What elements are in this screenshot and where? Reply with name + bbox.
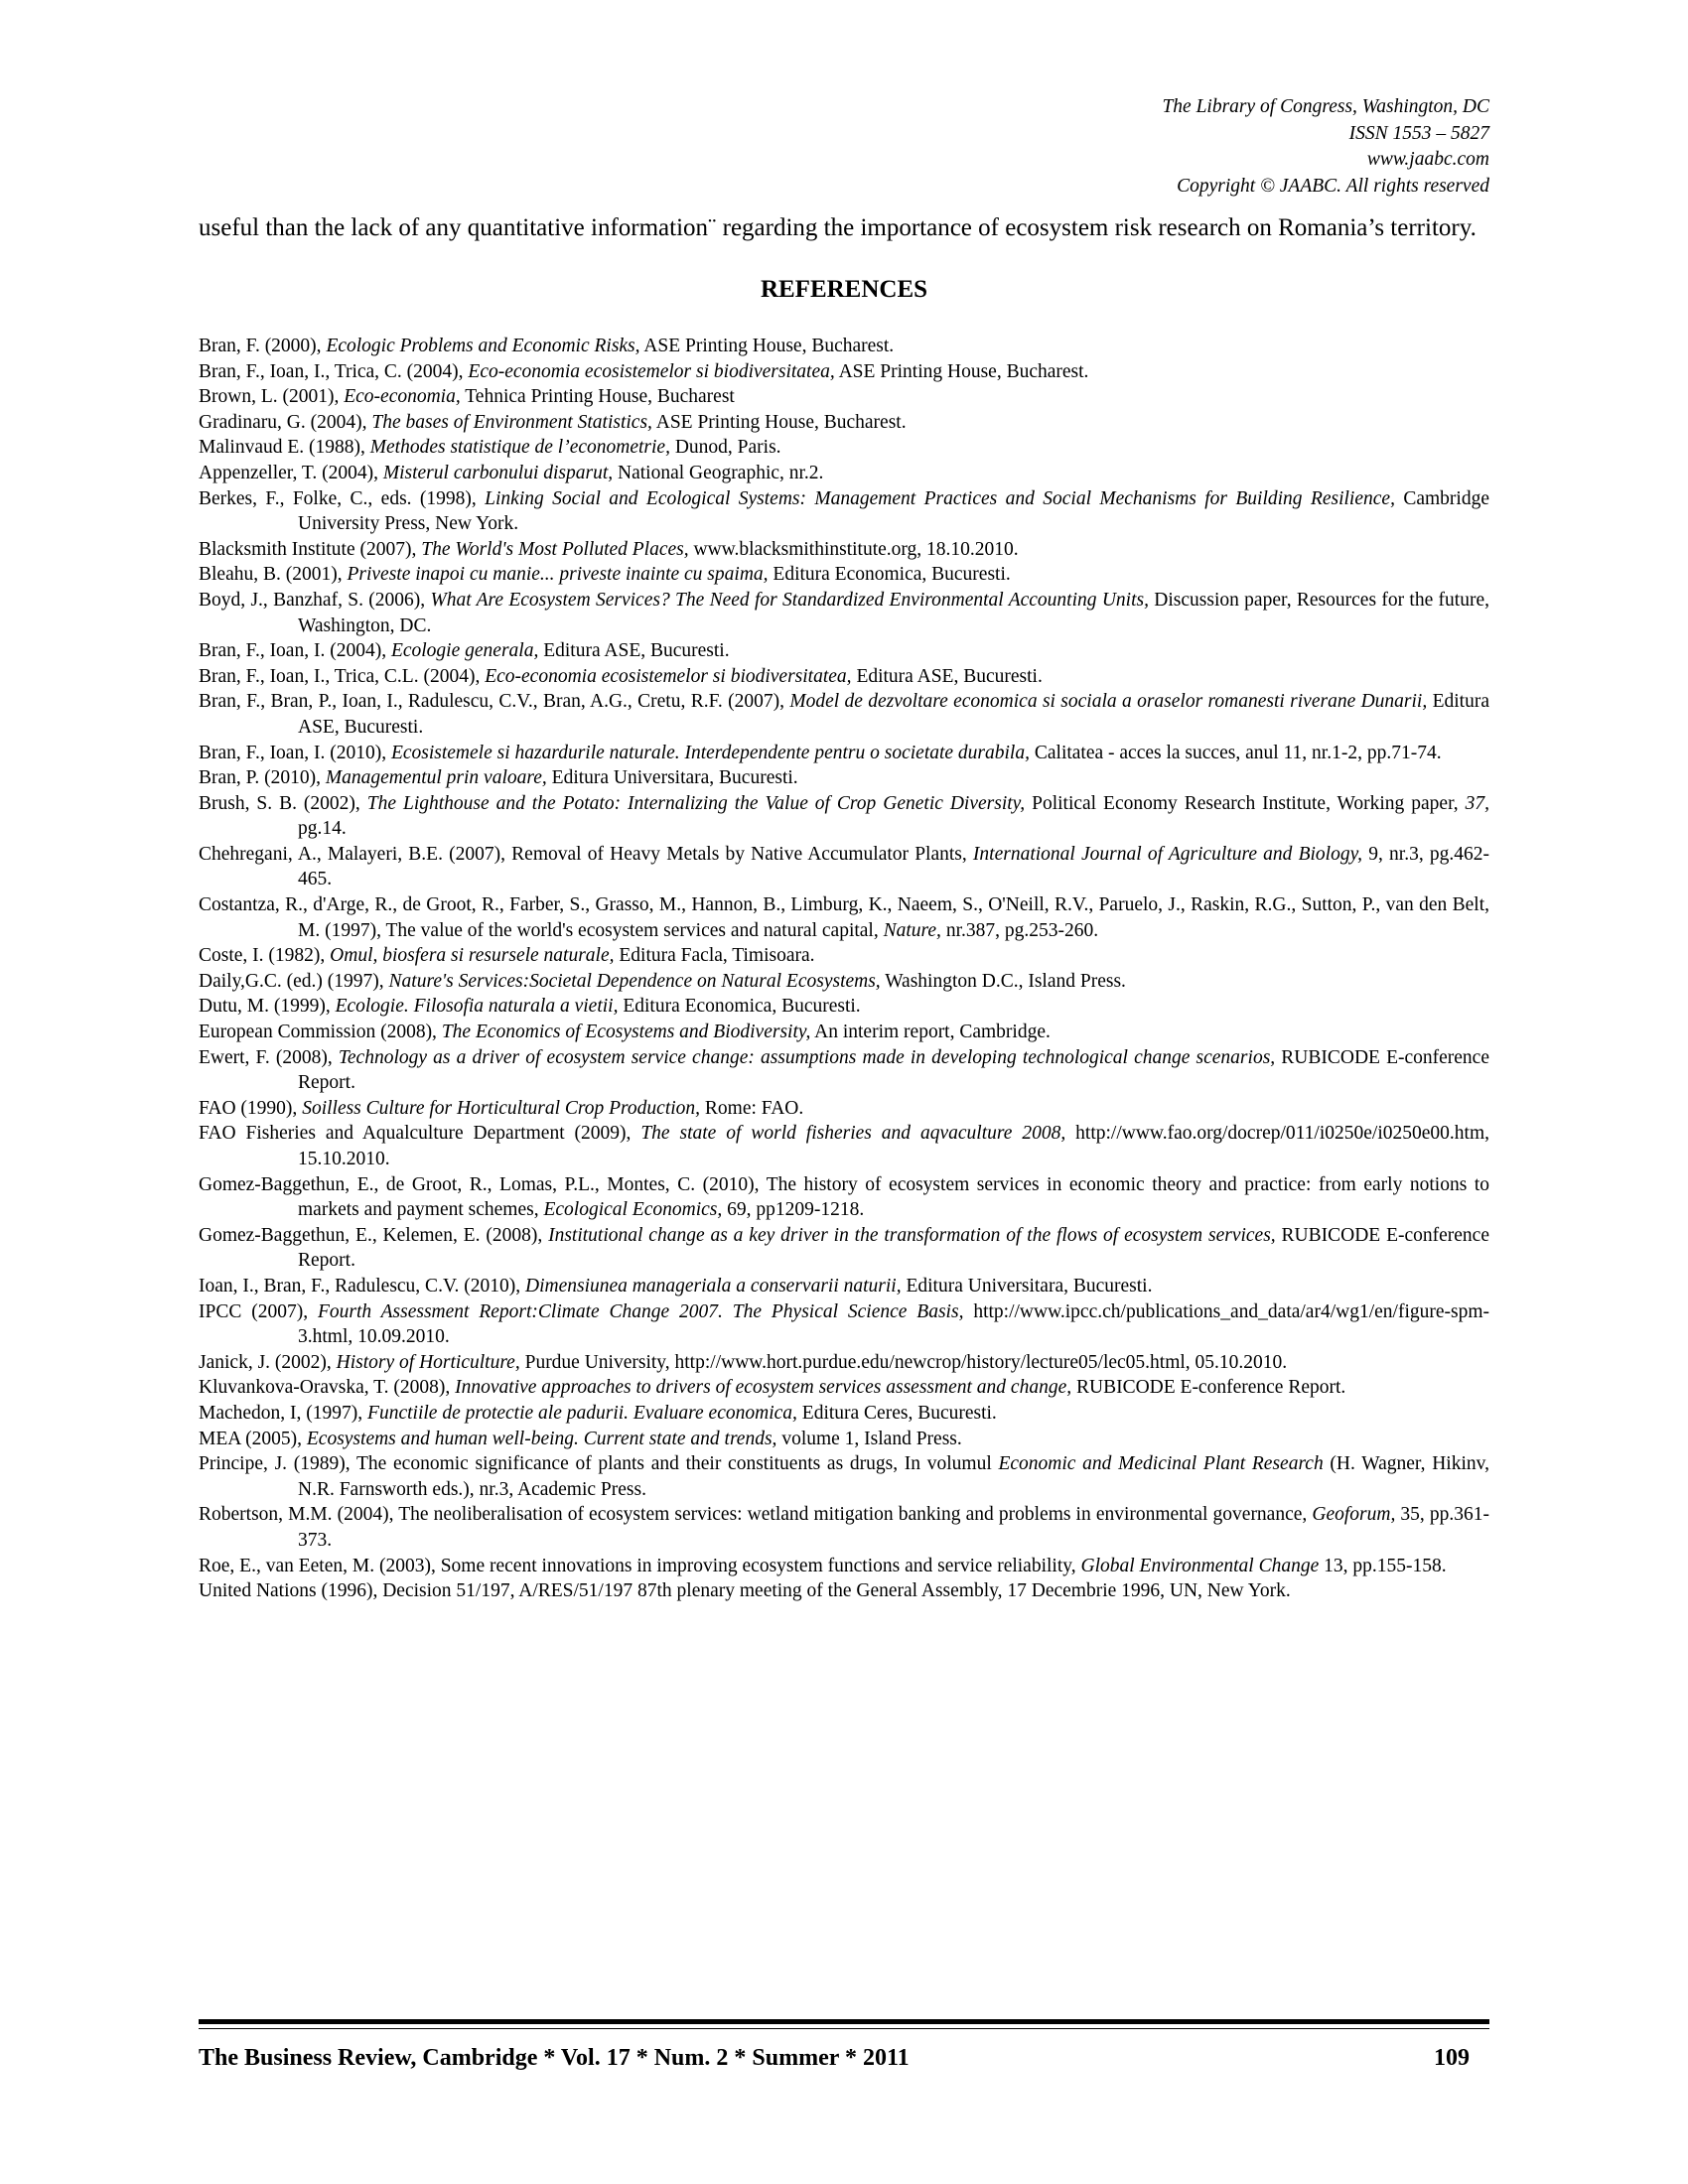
reference-title: Eco-economia ecosistemelor si biodiversitatea, bbox=[485, 665, 852, 687]
reference-entry bbox=[199, 334, 1489, 359]
reference-text: Bran, F. (2000), bbox=[199, 336, 327, 356]
reference-entry bbox=[199, 537, 1489, 563]
reference-text: Political Economy Research Institute, Working paper, bbox=[1025, 792, 1466, 814]
reference-text: Cambridge University Press, New York. bbox=[298, 487, 1489, 535]
reference-entry bbox=[199, 1350, 1489, 1376]
reference-entry bbox=[199, 842, 1489, 892]
reference-text: www.blacksmithinstitute.org, 18.10.2010. bbox=[688, 538, 1019, 560]
reference-text: Editura ASE, Bucuresti. bbox=[851, 665, 1043, 687]
reference-text: ASE Printing House, Bucharest. bbox=[834, 360, 1089, 382]
reference-text: Purdue University, http://www.hort.purdue.edu/newcrop/history/lecture05/lec05.html, 05.10.2010. bbox=[519, 1351, 1288, 1373]
references-list bbox=[199, 334, 1489, 1604]
reference-title: Ecological Economics, bbox=[543, 1199, 723, 1221]
reference-text: Dutu, M. (1999), bbox=[199, 996, 336, 1018]
reference-title: Dimensiunea manageriala a conservarii naturii, bbox=[525, 1275, 902, 1297]
reference-entry bbox=[199, 562, 1489, 588]
reference-title: International Journal of Agriculture and Biology, bbox=[972, 843, 1363, 865]
reference-entry bbox=[199, 765, 1489, 791]
reference-entry bbox=[199, 435, 1489, 461]
reference-entry bbox=[199, 969, 1489, 995]
reference-text: nr.387, pg.253-260. bbox=[940, 919, 1099, 941]
header-issn: ISSN 1553 – 5827 bbox=[1348, 122, 1489, 144]
reference-title: Eco-economia ecosistemelor si biodiversitatea, bbox=[468, 360, 835, 382]
page-footer bbox=[199, 2045, 1489, 2072]
reference-title: Institutional change as a key driver in the transformation of the flows of ecosystem services, bbox=[548, 1224, 1276, 1246]
reference-text: Robertson, M.M. (2004), The neoliberalisation of ecosystem services: wetland mitigation banking and problems in environmental governance, bbox=[199, 1504, 1313, 1526]
reference-entry bbox=[199, 1121, 1489, 1171]
reference-text: Editura Economica, Bucuresti. bbox=[618, 996, 861, 1018]
reference-text: Calitatea - acces la succes, anul 11, nr.1-2, pp.71-74. bbox=[1029, 742, 1442, 763]
reference-text: Editura Facla, Timisoara. bbox=[614, 945, 815, 967]
reference-entry bbox=[199, 994, 1489, 1020]
reference-entry bbox=[199, 741, 1489, 766]
reference-text: MEA (2005), bbox=[199, 1428, 307, 1449]
reference-entry bbox=[199, 384, 1489, 410]
reference-text: Ioan, I., Bran, F., Radulescu, C.V. (2010), bbox=[199, 1275, 525, 1297]
reference-text: Gradinaru, G. (2004), bbox=[199, 411, 372, 433]
reference-entry bbox=[199, 1096, 1489, 1122]
reference-text: volume 1, Island Press. bbox=[776, 1428, 962, 1449]
reference-text: Appenzeller, T. (2004), bbox=[199, 462, 383, 483]
reference-title: Ecologie generala, bbox=[390, 640, 539, 662]
reference-title: Innovative approaches to drivers of ecosystem services assessment and change, bbox=[455, 1377, 1072, 1399]
reference-title: Linking Social and Ecological Systems: Management Practices and Social Mechanisms for Building Resilience, bbox=[485, 487, 1395, 509]
reference-title: Nature, bbox=[883, 919, 941, 941]
reference-title: The World's Most Polluted Places, bbox=[421, 538, 689, 560]
reference-entry bbox=[199, 943, 1489, 969]
reference-entry bbox=[199, 486, 1489, 537]
reference-entry bbox=[199, 1375, 1489, 1401]
reference-title: Functiile de protectie ale padurii. Evaluare economica, bbox=[367, 1402, 797, 1424]
reference-title: The Economics of Ecosystems and Biodiversity, bbox=[441, 1022, 811, 1043]
reference-text: ASE Printing House, Bucharest. bbox=[651, 411, 907, 433]
reference-entry bbox=[199, 689, 1489, 740]
reference-text: National Geographic, nr.2. bbox=[613, 462, 824, 483]
reference-text: Ewert, F. (2008), bbox=[199, 1046, 339, 1068]
reference-text: Editura Ceres, Bucuresti. bbox=[796, 1402, 997, 1424]
reference-text: Bran, F., Ioan, I., Trica, C. (2004), bbox=[199, 360, 469, 382]
reference-text: 9, nr.3, pg.462-465. bbox=[298, 843, 1489, 890]
reference-text: http://www.fao.org/docrep/011/i0250e/i0250e00.htm, 15.10.2010. bbox=[298, 1123, 1489, 1169]
reference-text: Roe, E., van Eeten, M. (2003), Some recent innovations in improving ecosystem functions and service reliability, bbox=[199, 1555, 1081, 1576]
reference-text: Chehregani, A., Malayeri, B.E. (2007), Removal of Heavy Metals by Native Accumulator Plants, bbox=[199, 843, 973, 865]
reference-title: Priveste inapoi cu manie... priveste inainte cu spaima, bbox=[347, 564, 769, 586]
footer-rule-thick bbox=[199, 2019, 1489, 2024]
reference-entry bbox=[199, 1045, 1489, 1096]
reference-text: Bran, F., Bran, P., Ioan, I., Radulescu, C.V., Bran, A.G., Cretu, R.F. (2007), bbox=[199, 691, 790, 713]
intro-paragraph: useful than the lack of any quantitative information¨ regarding the importance of ecosystem risk research on Romania’s territory. bbox=[199, 214, 1477, 241]
reference-text: Principe, J. (1989), The economic significance of plants and their constituents as drugs, In volumul bbox=[199, 1453, 999, 1475]
reference-text: Machedon, I, (1997), bbox=[199, 1402, 368, 1424]
reference-title: The bases of Environment Statistics, bbox=[371, 411, 652, 433]
reference-text: Rome: FAO. bbox=[700, 1097, 804, 1119]
reference-text: Washington D.C., Island Press. bbox=[880, 970, 1126, 992]
reference-text: http://www.ipcc.ch/publications_and_data/ar4/wg1/en/figure-spm-3.html, 10.09.2010. bbox=[298, 1300, 1490, 1348]
header-website: www.jaabc.com bbox=[1366, 149, 1489, 170]
reference-title: Economic and Medicinal Plant Research bbox=[998, 1453, 1324, 1475]
reference-title: Global Environmental Change bbox=[1080, 1555, 1320, 1576]
reference-title: Managementul prin valoare, bbox=[325, 767, 547, 789]
reference-title: Fourth Assessment Report:Climate Change 2007. The Physical Science Basis, bbox=[317, 1300, 964, 1322]
reference-entry bbox=[199, 1020, 1489, 1045]
reference-text: RUBICODE E-conference Report. bbox=[298, 1046, 1489, 1094]
reference-title: Nature's Services:Societal Dependence on Natural Ecosystems, bbox=[388, 970, 881, 992]
reference-text: Bran, F., Ioan, I. (2004), bbox=[199, 640, 391, 662]
reference-text: Bleahu, B. (2001), bbox=[199, 564, 348, 586]
reference-text: Brown, L. (2001), bbox=[199, 386, 345, 408]
reference-text: United Nations (1996), Decision 51/197, A/RES/51/197 87th plenary meeting of the General Assembly, 17 Decembrie 1996, UN, New York. bbox=[199, 1580, 1291, 1602]
reference-text: Bran, P. (2010), bbox=[199, 767, 326, 789]
reference-title: Omul, biosfera si resursele naturale, bbox=[330, 945, 615, 967]
reference-title: 37, bbox=[1465, 792, 1489, 814]
reference-text: RUBICODE E-conference Report. bbox=[298, 1224, 1489, 1272]
reference-text: 69, pp1209-1218. bbox=[722, 1199, 865, 1221]
reference-text: Berkes, F., Folke, C., eds. (1998), bbox=[199, 487, 486, 509]
reference-text: An interim report, Cambridge. bbox=[810, 1022, 1051, 1043]
reference-entry bbox=[199, 1274, 1489, 1299]
reference-text: FAO Fisheries and Aqualculture Department (2009), bbox=[199, 1123, 641, 1145]
header-library: The Library of Congress, Washington, DC bbox=[1162, 96, 1489, 117]
reference-entry bbox=[199, 1172, 1489, 1223]
reference-entry bbox=[199, 1502, 1489, 1553]
reference-text: Gomez-Baggethun, E., de Groot, R., Lomas, P.L., Montes, C. (2010), The history of ecosystem services in economic theory and practice: from early notions to markets and payment schemes, bbox=[199, 1173, 1489, 1221]
reference-entry bbox=[199, 791, 1489, 842]
page-number: 109 bbox=[1434, 2045, 1470, 2071]
reference-entry bbox=[199, 1427, 1489, 1452]
reference-entry bbox=[199, 1401, 1489, 1427]
reference-title: The state of world fisheries and aqvaculture 2008, bbox=[640, 1123, 1066, 1145]
reference-title: Model de dezvoltare economica si sociala a oraselor romanesti riverane Dunarii, bbox=[789, 691, 1428, 713]
reference-text: Janick, J. (2002), bbox=[199, 1351, 337, 1373]
reference-text: IPCC (2007), bbox=[199, 1300, 318, 1322]
reference-text: Blacksmith Institute (2007), bbox=[199, 538, 422, 560]
reference-entry bbox=[199, 1554, 1489, 1579]
reference-text: Bran, F., Ioan, I. (2010), bbox=[199, 742, 391, 763]
reference-title: What Are Ecosystem Services? The Need for Standardized Environmental Accounting Units, bbox=[430, 589, 1149, 611]
reference-title: Technology as a driver of ecosystem service change: assumptions made in developing technological change scenarios, bbox=[338, 1046, 1276, 1068]
reference-title: Misterul carbonului disparut, bbox=[382, 462, 614, 483]
reference-text: Malinvaud E. (1988), bbox=[199, 437, 370, 459]
reference-title: Ecologie. Filosofia naturala a vietii, bbox=[335, 996, 619, 1018]
reference-text: Tehnica Printing House, Bucharest bbox=[460, 386, 735, 408]
reference-text: FAO (1990), bbox=[199, 1097, 303, 1119]
reference-entry bbox=[199, 1223, 1489, 1274]
reference-text: (H. Wagner, Hikinv, N.R. Farnsworth eds.), nr.3, Academic Press. bbox=[298, 1453, 1489, 1500]
reference-text: Discussion paper, Resources for the future, Washington, DC. bbox=[298, 589, 1489, 636]
reference-text: Brush, S. B. (2002), bbox=[199, 792, 367, 814]
footer-rule-thin bbox=[199, 2028, 1489, 2029]
reference-title: Soilless Culture for Horticultural Crop Production, bbox=[302, 1097, 701, 1119]
reference-text: Daily,G.C. (ed.) (1997), bbox=[199, 970, 389, 992]
reference-entry bbox=[199, 359, 1489, 385]
reference-entry bbox=[199, 588, 1489, 638]
reference-title: Eco-economia, bbox=[344, 386, 461, 408]
reference-text: Editura Universitara, Bucuresti. bbox=[546, 767, 798, 789]
reference-title: Geoforum, bbox=[1312, 1504, 1396, 1526]
reference-text: 13, pp.155-158. bbox=[1319, 1555, 1447, 1576]
reference-text: European Commission (2008), bbox=[199, 1022, 442, 1043]
reference-text: Editura Universitara, Bucuresti. bbox=[901, 1275, 1153, 1297]
footer-journal: The Business Review, Cambridge * Vol. 17 * Num. 2 * Summer * 2011 bbox=[199, 2045, 910, 2071]
header-copyright: Copyright © JAABC. All rights reserved bbox=[1177, 175, 1489, 197]
reference-entry bbox=[199, 664, 1489, 690]
reference-text: Editura Economica, Bucuresti. bbox=[768, 564, 1011, 586]
reference-text: Boyd, J., Banzhaf, S. (2006), bbox=[199, 589, 431, 611]
reference-text: ASE Printing House, Bucharest. bbox=[639, 336, 895, 356]
reference-title: Ecologic Problems and Economic Risks, bbox=[326, 336, 640, 356]
reference-text: Gomez-Baggethun, E., Kelemen, E. (2008), bbox=[199, 1224, 549, 1246]
reference-title: Methodes statistique de l’econometrie, bbox=[369, 437, 670, 459]
reference-text: Coste, I. (1982), bbox=[199, 945, 331, 967]
reference-entry bbox=[199, 1578, 1489, 1604]
reference-title: The Lighthouse and the Potato: Internalizing the Value of Crop Genetic Diversity, bbox=[366, 792, 1026, 814]
reference-text: Editura ASE, Bucuresti. bbox=[298, 691, 1489, 738]
reference-text: pg.14. bbox=[298, 818, 347, 840]
reference-text: Costantza, R., d'Arge, R., de Groot, R., Farber, S., Grasso, M., Hannon, B., Limburg, K., Naeem, S., O'Neill, R.V., Paruelo, J., Raskin, R.G., Sutton, P., van den Belt, M. (1997), The value of the world's ecosystem services and natural capital, bbox=[199, 894, 1489, 941]
reference-text: 35, pp.361-373. bbox=[298, 1504, 1490, 1551]
reference-text: Dunod, Paris. bbox=[669, 437, 781, 459]
journal-header bbox=[1162, 94, 1489, 200]
reference-title: Ecosistemele si hazardurile naturale. Interdependente pentru o societate durabila, bbox=[390, 742, 1030, 763]
reference-entry bbox=[199, 638, 1489, 664]
reference-title: Ecosystems and human well-being. Current state and trends, bbox=[306, 1428, 777, 1449]
reference-entry bbox=[199, 410, 1489, 436]
reference-title: History of Horticulture, bbox=[336, 1351, 520, 1373]
reference-entry bbox=[199, 461, 1489, 486]
reference-entry bbox=[199, 1451, 1489, 1502]
reference-entry bbox=[199, 1299, 1489, 1350]
reference-entry bbox=[199, 892, 1489, 943]
reference-text: Editura ASE, Bucuresti. bbox=[538, 640, 730, 662]
reference-text: Kluvankova-Oravska, T. (2008), bbox=[199, 1377, 456, 1399]
reference-text: Bran, F., Ioan, I., Trica, C.L. (2004), bbox=[199, 665, 486, 687]
reference-text: RUBICODE E-conference Report. bbox=[1071, 1377, 1346, 1399]
references-heading: REFERENCES bbox=[760, 276, 928, 303]
